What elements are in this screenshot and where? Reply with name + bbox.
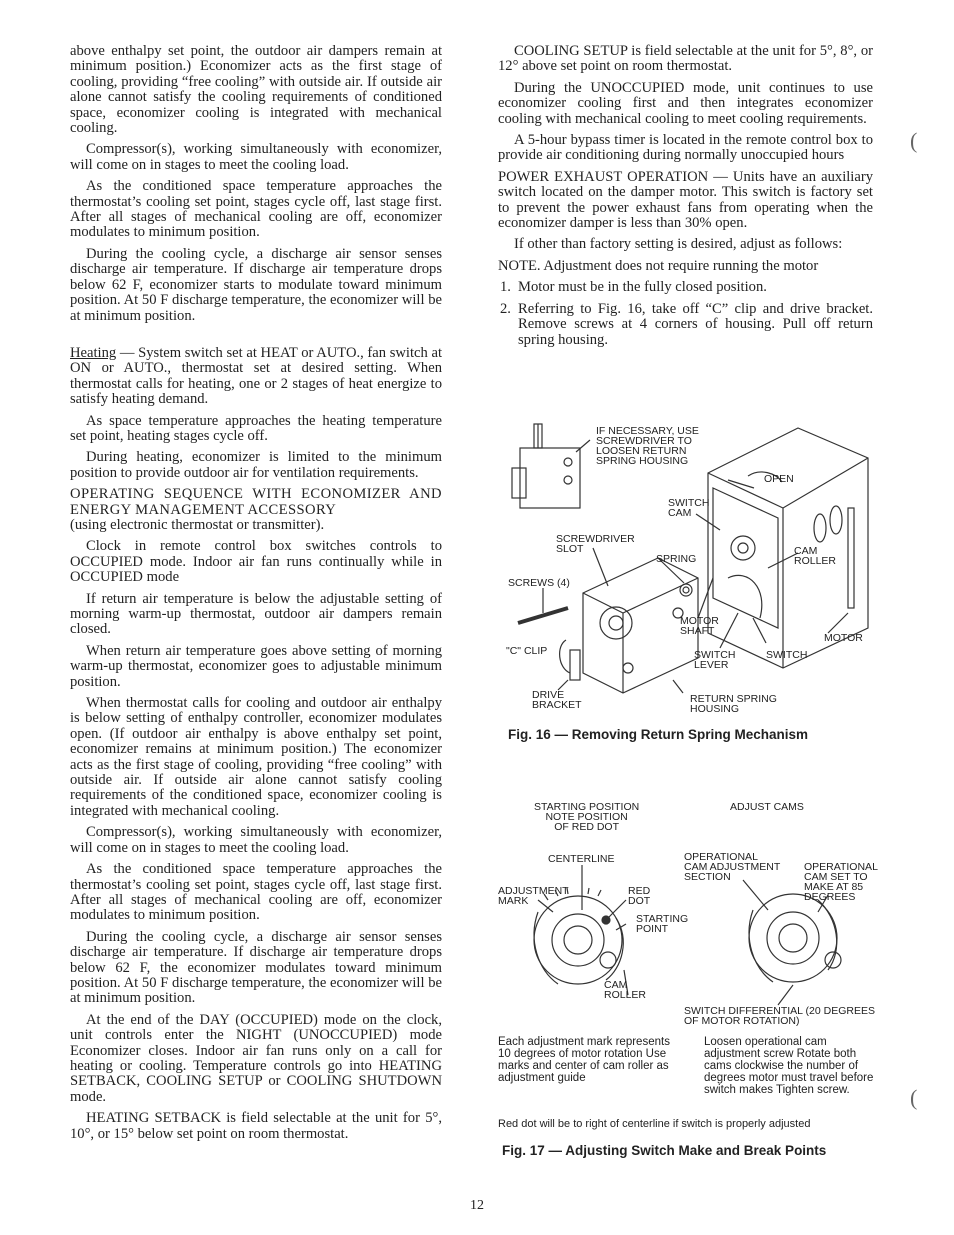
paragraph: As the conditioned space temperature approaches the thermostat’s cooling set point, stages cycle off, last stage first. After all stages of mechanical cooling are off, economizer modulates to minimum position.: [70, 178, 442, 241]
label-drive-bracket: DRIVE BRACKET: [532, 689, 582, 711]
label-switch-cam: SWITCH CAM: [668, 497, 710, 519]
paragraph: When thermostat calls for cooling and outdoor air enthalpy is below setting of enthalpy controller, economizer modulates open. (If outdoor air enthalpy is above enthalpy set point, economizer remains at minimum position.) The economizer acts as the first stage of cooling, providing “free cooling” with outside air. If outside air alone cannot satisfy cooling requirements of the conditioned space, economizer cooling is integrated with mechanical cooling.: [70, 695, 442, 819]
left-cam: [534, 896, 622, 984]
label-starting-position: STARTING POSITION NOTE POSITION OF RED DOT: [534, 801, 640, 833]
note-bottom: Red dot will be to right of centerline if switch is properly adjusted: [498, 1118, 811, 1130]
cam-adjustment-drawing: [498, 800, 878, 1020]
paragraph: If return air temperature is below the adjustable setting of morning warm-up thermostat, outdoor air dampers remain closed.: [70, 590, 442, 638]
figure-16-caption: Fig. 16 — Removing Return Spring Mechanism: [508, 727, 809, 742]
label-screwdriver-slot: SCREWDRIVER SLOT: [556, 533, 635, 555]
step-number: 2.: [500, 300, 511, 317]
list-item: [498, 302, 873, 348]
label-switch-differential: SWITCH DIFFERENTIAL (20 DEGREES OF MOTOR ROTATION): [684, 1005, 875, 1027]
label-motor: MOTOR: [824, 632, 863, 644]
paragraph: As the conditioned space temperature approaches the thermostat’s cooling set point, stages cycle off, last stage first. After all stages of mechanical cooling are off, economizer modulates to minimum position.: [70, 861, 442, 924]
label-c-clip: "C" CLIP: [506, 645, 548, 657]
paragraph: A 5-hour bypass timer is located in the remote control box to provide air conditioning during normally unoccupied hours: [498, 132, 873, 164]
label-centerline: CENTERLINE: [548, 853, 615, 865]
label-switch-lever: SWITCH LEVER: [694, 649, 736, 671]
paragraph: During the UNOCCUPIED mode, unit continues to use economizer cooling first and then integrates economizer cooling with mechanical cooling to meet cooling requirements.: [498, 79, 873, 127]
note-left: Each adjustment mark represents 10 degrees of motor rotation Use marks and center of cam roller as adjustment guide: [498, 1036, 670, 1084]
steps-list: [498, 280, 873, 348]
step-number: 1.: [500, 279, 511, 296]
label-red-dot: RED DOT: [628, 885, 651, 907]
step-text: Motor must be in the fully closed position.: [518, 279, 767, 296]
label-adjustment-mark: ADJUSTMENT MARK: [498, 885, 569, 907]
figure-17-caption: Fig. 17 — Adjusting Switch Make and Break Points: [502, 1143, 827, 1158]
paragraph: HEATING SETBACK is field selectable at the unit for 5°, 10°, or 15° below set point on room thermostat.: [70, 1110, 442, 1142]
heating-text: System switch set at HEAT or AUTO., fan switch at ON or AUTO., thermostat set at desired setting. When thermostat calls for heating, one or 2 stages of heat energize to satisfy heating demand.: [70, 344, 443, 408]
figure-16: [498, 418, 878, 718]
switch-cam: [731, 536, 755, 560]
figure-17: [498, 800, 878, 1130]
label-switch: SWITCH: [766, 649, 808, 661]
paragraph: When return air temperature goes above setting of morning warm-up thermostat, economizer goes to adjustable minimum position.: [70, 642, 442, 690]
heading-dash: —: [116, 344, 139, 361]
right-cam: [749, 894, 837, 982]
label-cam-roller-17: CAM ROLLER: [604, 979, 647, 1001]
left-column: [70, 44, 442, 1148]
right-column: [498, 44, 873, 354]
paragraph: During the cooling cycle, a discharge air sensor senses discharge air temperature. If discharge air temperature drops below 62 F, the economizer modulates toward minimum position. At 50 F discharge temperature, the economizer will be at minimum position.: [70, 928, 442, 1007]
heating-paragraph: [70, 346, 442, 408]
label-op-cam-set: OPERATIONAL CAM SET TO MAKE AT 85 DEGREES: [804, 861, 878, 903]
label-op-cam-section: OPERATIONAL CAM ADJUSTMENT SECTION: [684, 851, 781, 883]
paragraph: above enthalpy set point, the outdoor air dampers remain at minimum position.) Economizer acts as the first stage of cooling, providing “free cooling” with outside air. If outside air alone cannot satisfy the cooling requirements of conditioned space, economizer cooling is integrated with mechanical cooling.: [70, 43, 442, 137]
paragraph: Compressor(s), working simultaneously with economizer, will come on in stages to meet the cooling load.: [70, 824, 442, 856]
label-motor-shaft: MOTOR SHAFT: [680, 615, 719, 637]
list-item: [498, 280, 873, 295]
paragraph: As space temperature approaches the heating temperature set point, heating stages cycle off.: [70, 412, 442, 444]
label-open: OPEN: [764, 473, 794, 485]
step-text: Referring to Fig. 16, take off “C” clip and drive bracket. Remove screws at 4 corners of housing. Pull off return spring housing.: [518, 300, 873, 348]
section-title: OPERATING SEQUENCE WITH ECONOMIZER AND ENERGY MANAGEMENT ACCESSORY: [70, 486, 442, 518]
note-right: Loosen operational cam adjustment screw Rotate both cams clockwise the number of degrees motor must travel before switch makes Tighten screw.: [704, 1036, 874, 1096]
label-screwdriver-note: IF NECESSARY, USE SCREWDRIVER TO LOOSEN RETURN SPRING HOUSING: [596, 425, 699, 467]
label-screws: SCREWS (4): [508, 577, 570, 589]
paragraph: POWER EXHAUST OPERATION — Units have an auxiliary switch located on the damper motor. This switch is factory set to prevent the power exhaust fans from operating when the economizer damper is less than 30% open.: [498, 168, 873, 232]
note-paragraph: NOTE. Adjustment does not require running the motor: [498, 257, 819, 274]
margin-bracket-mark: (: [910, 1085, 918, 1110]
paragraph: During heating, economizer is limited to the minimum position to provide outdoor air for ventilation requirements.: [70, 449, 442, 481]
paragraph: During the cooling cycle, a discharge air sensor senses discharge air temperature. If discharge air temperature drops below 62 F, economizer starts to modulate toward minimum position. At 50 F discharge temperature, the economizer will be at minimum position.: [70, 245, 442, 324]
paragraph: COOLING SETUP is field selectable at the unit for 5°, 8°, or 12° above set point on room thermostat.: [498, 43, 873, 75]
label-cam-roller: CAM ROLLER: [794, 545, 837, 567]
section-subtitle: (using electronic thermostat or transmitter).: [70, 516, 325, 533]
label-return-spring-housing: RETURN SPRING HOUSING: [690, 693, 777, 715]
page-number: 12: [470, 1198, 484, 1213]
heating-heading: Heating: [70, 344, 117, 361]
label-starting-point: STARTING POINT: [636, 913, 689, 935]
section-heading: [70, 487, 442, 518]
paragraph: If other than factory setting is desired, adjust as follows:: [514, 236, 843, 253]
label-spring: SPRING: [656, 553, 697, 565]
label-adjust-cams: ADJUST CAMS: [730, 801, 804, 813]
margin-bracket-mark: (: [910, 128, 918, 153]
paragraph: At the end of the DAY (OCCUPIED) mode on the clock, unit controls enter the NIGHT (UNOCCUPIED) mode Economizer closes. Indoor air fan runs only on a call for heating or cooling. Temperature controls go into HEATING SETBACK, COOLING SETUP or COOLING SHUTDOWN mode.: [70, 1011, 442, 1105]
paragraph: Clock in remote control box switches controls to OCCUPIED mode. Indoor air fan runs continually while in OCCUPIED mode: [70, 538, 442, 586]
paragraph: Compressor(s), working simultaneously with economizer, will come on in stages to meet the cooling load.: [70, 141, 442, 173]
